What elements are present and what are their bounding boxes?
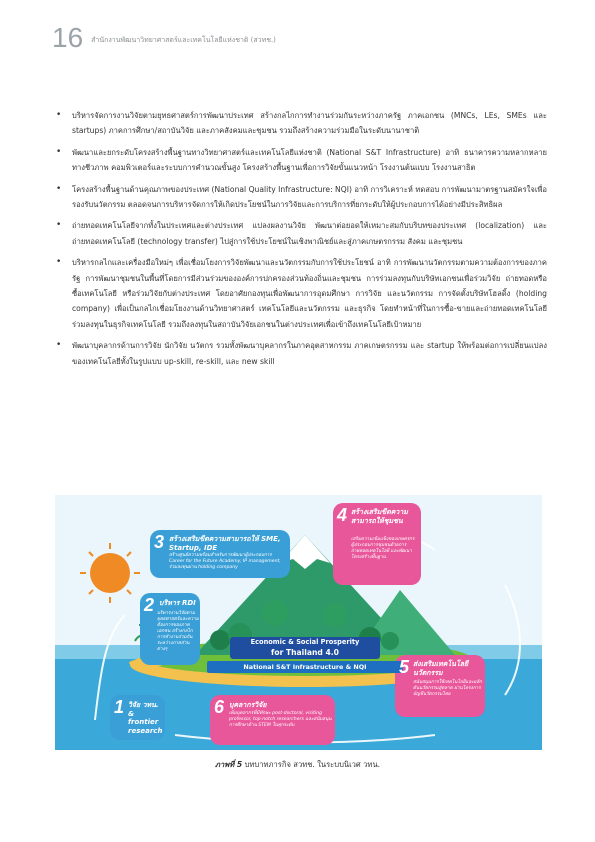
box-6-number: 6 [214,697,225,717]
banner-subtitle: for Thailand 4.0 [271,648,339,657]
bullet-icon: • [56,183,62,194]
box-6-title: บุคลากรวิจัย [229,701,267,709]
page-header [52,20,276,52]
box-2-number: 2 [144,595,155,615]
bullet-list [52,108,547,369]
bullet-item [52,108,547,139]
box-1-number: 1 [114,697,125,717]
box-4-desc: เสริมความเข้มแข็งของเกษตรกร ผู้ประกอบการชุมชนด้วยการถ่ายทอดเทคโนโลยี และพัฒนาโครงสร้างพื้นฐาน [351,537,415,560]
bullet-item [52,145,547,176]
ecosystem-figure [55,495,542,750]
box-1-title: วิจัย วทน. & frontier research [128,701,163,735]
box-2-desc: บริหารงานวิจัยตามยุทธศาสตร์และความต้องการของภาคเอกชน สร้างกลไกการทำงานร่วมกันระหว่างภาคส่วนต่างๆ [157,611,199,652]
bullet-icon: • [56,220,62,231]
bullet-text: พัฒนาบุคลากรด้านการวิจัย นักวิจัย นวัตกร รวมทั้งพัฒนาบุคลากรในภาคอุตสาหกรรม ภาคเกษตรกรรม และ startup ให้พร้อมต่อการเปลี่ยนแปลงของเทคโนโลยีทั้งในรูปแบบ up-skill, re-skill, และ new skill [72,341,547,366]
figure-caption [0,759,595,771]
bullet-item [52,255,547,332]
bullet-icon: • [56,257,62,268]
page-number: 16 [52,22,84,53]
bullet-icon: • [56,110,62,120]
bullet-item [52,338,547,369]
box-4-number: 4 [337,505,348,525]
box-2-title: บริหาร RDI [159,599,196,607]
bullet-text: โครงสร้างพื้นฐานด้านคุณภาพของประเทศ (National Quality Infrastructure: NQI) อาทิ การวิเคราะห์ ทดสอบ การพัฒนามาตรฐานสมัครใจเพื่อรองรับนวัตกรรม ตลอดจนการบริหารจัดการให้เกิดประโยชน์ในการวิจัยและการบริการที่ยกระดับให้ผู้ประกอบการได้อย่างมีประสิทธิผล [72,184,547,210]
bullet-item [52,182,547,213]
caption-label: ภาพที่ 5 [214,760,243,769]
header-org-name: สำนักงานพัฒนาวิทยาศาสตร์และเทคโนโลยีแห่งชาติ (สวทช.) [91,36,276,44]
body-text [52,108,547,375]
bullet-icon: • [56,146,62,157]
sun-icon [90,553,130,593]
bullet-text: พัฒนาและยกระดับโครงสร้างพื้นฐานทางวิทยาศาสตร์และเทคโนโลยีแห่งชาติ (National S&T Infrastructure) อาทิ ธนาคารความหลากหลายทางชีวภาพ คอมพิวเตอร์และระบบการคำนวณขั้นสูง โครงสร้างพื้นฐานเพื่อการวิจัยขั้นแนวหน้า โรงงานต้นแบบ โรงงานสาธิต [72,147,547,173]
banner-title: Economic & Social Prosperity [250,638,360,646]
banner-infra: National S&T Infrastructure & NQI [243,663,367,671]
caption-text: บทบาทภารกิจ สวทช. ในระบบนิเวศ วทน. [244,760,381,769]
box-5-desc: สนับสนุนการใช้เทคโนโลยีและผลักดันนวัตกรรมสู่ตลาด ผ่านโครงการบัญชีนวัตกรรมไทย [413,680,482,697]
bullet-text: ถ่ายทอดเทคโนโลยีจากทั้งในประเทศและต่างประเทศ แปลงผลงานวิจัย พัฒนาต่อยอดให้เหมาะสมกับบริบทของประเทศ (localization) และถ่ายทอดเทคโนโลยี (technology transfer) ไปสู่การใช้ประโยชน์ในเชิงพาณิชย์และสู่ภาคเกษตรกรรม สังคม และชุมชน [72,221,547,246]
box-6-desc: เพิ่มบุคลากรที่มีทักษะ post-doctoral, visiting professor, top-notch researchers และสนับสนุนการศึกษาด้าน STEM ในทุกระดับ [229,711,332,728]
box-3-title: สร้างเสริมขีดความสามารถให้ SME, Startup, IDE [169,535,281,552]
box-3-desc: สร้างศูนย์ความพร้อมสำหรับการพัฒนาผู้ประกอบการ Career for the Future Academy, IP management, ร่วมลงทุนผ่าน holding company [169,553,281,570]
box-4-title: สร้างเสริมขีดความสามารถให้ชุมชน [351,508,408,525]
bullet-item [52,218,547,249]
bullet-text: บริหารจัดการงานวิจัยตามยุทธศาสตร์การพัฒนาประเทศ สร้างกลไกการทำงานร่วมกันระหว่างภาครัฐ ภาคเอกชน (MNCs, LEs, SMEs และ startups) ภาคการศึกษา/สถาบันวิจัย และภาคสังคมและชุมชน รวมถึงสร้างความร่วมมือในระดับนานาชาติ [72,111,547,136]
box-3-number: 3 [154,532,165,552]
bullet-text: บริหารกลไกและเครื่องมือใหม่ๆ เพื่อเชื่อมโยงการวิจัยพัฒนาและนวัตกรรมกับการใช้ประโยชน์ อาทิ การพัฒนานวัตกรรมตามความต้องการของภาครัฐ การพัฒนาชุมชนในพื้นที่โดยการมีส่วนร่วมขององค์การปกครองส่วนท้องถิ่นและชุมชน การร่วมลงทุนกับบริษัทเอกชนเพื่อร่วมวิจัย ถ่ายทอดหรือซื้อเทคโนโลยี หรือร่วมวิจัยกับต่างประเทศ โดยอาศัยกองทุนเพื่อพัฒนาการอุดมศึกษา การวิจัย และนวัตกรรม การจัดตั้งบริษัทโฮลดิ้ง (holding company) เพื่อเป็นกลไกเชื่อมโยงงานด้านวิทยาศาสตร์ เทคโนโลยีและนวัตกรรม และธุรกิจ โดยทำหน้าที่ในการซื้อ-ขายและถ่ายทอดเทคโนโลยี ร่วมลงทุนในธุรกิจเทคโนโลยี รวมถึงลงทุนในสถาบันวิจัยเอกชนในต่างประเทศเพื่อเข้าถึงเทคโนโลยีเป้าหมาย [72,258,547,329]
box-5-number: 5 [399,657,410,677]
bullet-icon: • [56,340,62,351]
box-5-title: ส่งเสริมเทคโนโลยีนวัตกรรม [413,660,469,677]
